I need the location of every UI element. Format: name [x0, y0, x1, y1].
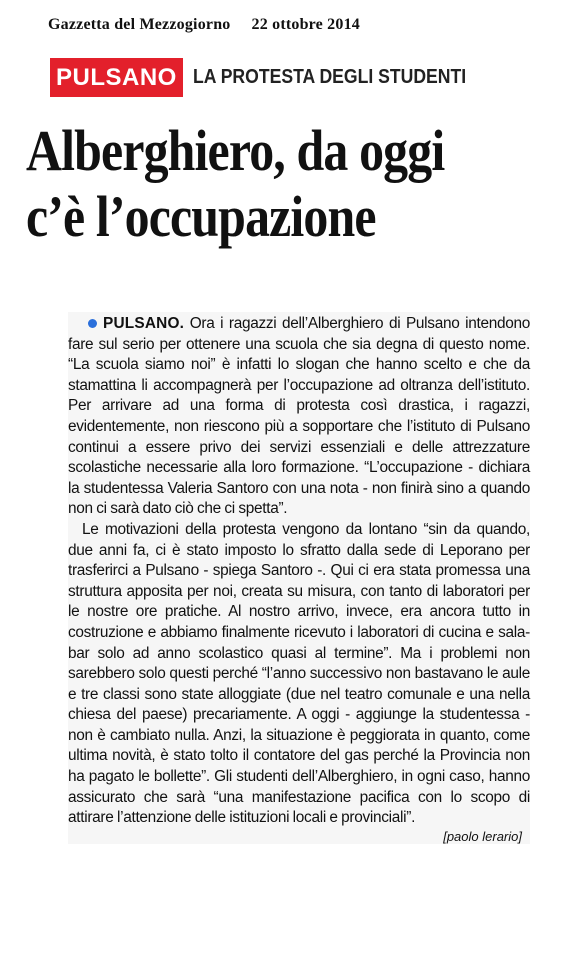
- author-signature: [paolo lerario]: [443, 828, 522, 844]
- article-paragraph-1-text: Ora i ragazzi dell’Alberghiero di Pulsano intendono fare sul serio per ottenere una scuola che sia degna di questo nome. “La scuola siamo noi” è infatti lo slogan che hanno scelto e che da stamattina li accompagnerà per l’occupazione ad oltranza dell’istituto. Per arrivare ad una forma di protesta così drastica, i ragazzi, evidentemente, non riescono più a sopportare che l’istituto di Pulsano continui a essere privo dei servizi essenziali e delle attrezzature scolastiche necessarie alla loro formazione. “L’occupazione - dichiara la studentessa Valeria Santoro con una nota - non finirà sino a quando non ci sarà dato ciò che ci spetta”.: [68, 315, 531, 518]
- article-paragraph-2: Le motivazioni della protesta vengono da lontano “sin da quando, due anni fa, ci è stato imposto lo sfratto dalla sede di Leporano per trasferirci a Pulsano - spiega Santoro -. Qui ci era stata promessa una struttura apposita per noi, creata su misura, con tanto di laboratori per le nostre ore pratiche. Al nostro arrivo, invece, era ancora tutto in costruzione e abbiamo finalmente ricevuto i laboratori di cucina e sala-bar solo ad anno scolastico quasi al termine”. Ma i problemi non sarebbero solo questi perché “l’anno successivo non bastavano le aule e tre classi sono state alloggiate (due nel teatro comunale e una nella chiesa del paese) precariamente. A oggi - aggiunge la studentessa - non è cambiato nulla. Anzi, la situazione è peggiorata in quanto, come ultima novità, è stato tolto il contatore del gas perché la Provincia non ha pagato le bollette”. Gli studenti dell’Alberghiero, in ogni caso, hanno assicurato che sarà “una manifestazione pacifica con lo scopo di attirare l’attenzione delle istituzioni locali e provinciali”.: [68, 520, 530, 827]
- headline: [26, 118, 566, 250]
- article-body: [68, 312, 530, 844]
- source-line: [48, 16, 360, 34]
- article-paragraph-1: [68, 314, 530, 520]
- newspaper-name: Gazzetta del Mezzogiorno: [48, 16, 231, 33]
- headline-line-1: Alberghiero, da oggi: [26, 118, 445, 183]
- bullet-icon: [88, 319, 97, 328]
- kicker-place: PULSANO: [50, 58, 183, 97]
- article-lead-place: PULSANO.: [103, 315, 185, 332]
- kicker: [50, 58, 503, 97]
- publication-date: 22 ottobre 2014: [251, 16, 360, 33]
- kicker-topic: LA PROTESTA DEGLI STUDENTI: [192, 66, 466, 88]
- headline-line-2: c’è l’occupazione: [26, 184, 376, 249]
